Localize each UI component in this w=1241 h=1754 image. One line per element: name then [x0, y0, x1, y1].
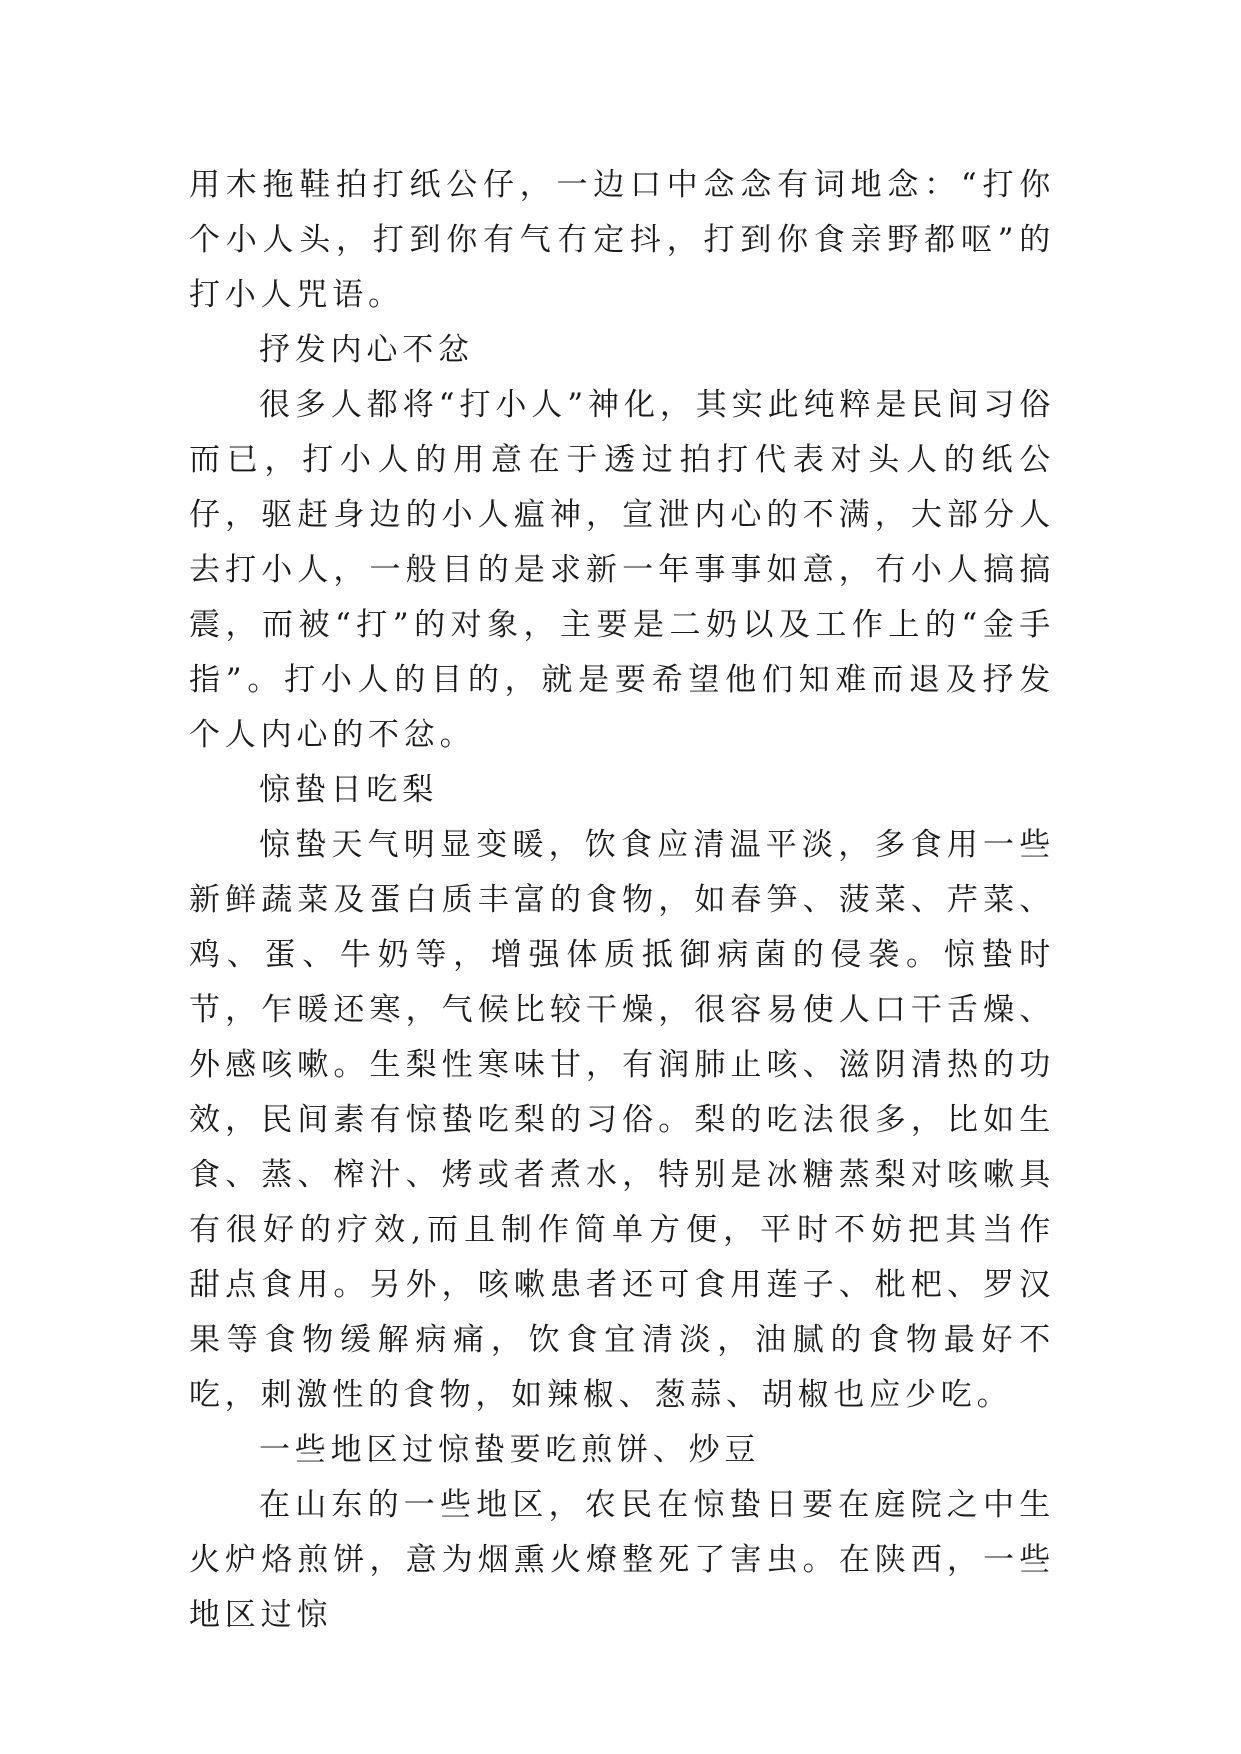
section-heading-pear: 惊蛰日吃梨 — [259, 772, 438, 808]
document-body — [189, 158, 1055, 1643]
paragraph-pear: 惊蛰天气明显变暖，饮食应清温平淡，多食用一些新鲜蔬菜及蛋白质丰富的食物，如春笋、菠菜、芹菜、鸡、蛋、牛奶等，增强体质抵御病菌的侵袭。惊蛰时节，乍暖还寒，气候比较干燥，很容易使人口干舌燥、外感咳嗽。生梨性寒味甘，有润肺止咳、滋阴清热的功效，民间素有惊蛰吃梨的习俗。梨的吃法很多，比如生食、蒸、榨汁、烤或者煮水，特别是冰糖蒸梨对咳嗽具有很好的疗效,而且制作简单方便，平时不妨把其当作甜点食用。另外，咳嗽患者还可食用莲子、枇杷、罗汉果等食物缓解病痛，饮食宜清淡，油腻的食物最好不吃，刺激性的食物，如辣椒、葱蒜、胡椒也应少吃。 — [189, 827, 1055, 1413]
section-heading-grievance: 抒发内心不忿 — [259, 332, 474, 368]
section-heading-pancake: 一些地区过惊蛰要吃煎饼、炒豆 — [259, 1432, 761, 1468]
paragraph-pancake: 在山东的一些地区，农民在惊蛰日要在庭院之中生火炉烙煎饼，意为烟熏火燎整死了害虫。在陕西，一些地区过惊 — [189, 1487, 1055, 1633]
paragraph-continuation: 用木拖鞋拍打纸公仔，一边口中念念有词地念：“打你个小人头，打到你有气冇定抖，打到你食亲野都呕”的打小人咒语。 — [189, 167, 1055, 313]
paragraph-grievance: 很多人都将“打小人”神化，其实此纯粹是民间习俗而已，打小人的用意在于透过拍打代表对头人的纸公仔，驱赶身边的小人瘟神，宣泄内心的不满，大部分人去打小人，一般目的是求新一年事事如意，冇小人搞搞震，而被“打”的对象，主要是二奶以及工作上的“金手指”。打小人的目的，就是要希望他们知难而退及抒发个人内心的不忿。 — [189, 387, 1055, 753]
